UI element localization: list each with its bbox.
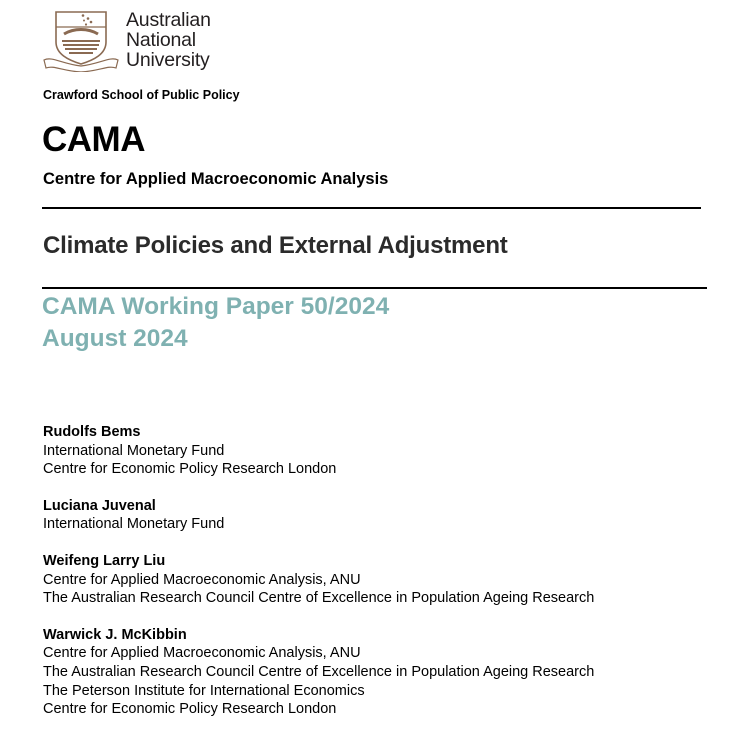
anu-wordmark (126, 10, 211, 70)
logo-line-3: University (126, 49, 210, 71)
centre-full-name: Centre for Applied Macroeconomic Analysis (43, 170, 389, 188)
author-entry (43, 423, 723, 479)
divider-top (42, 207, 701, 209)
author-affiliation: The Australian Research Council Centre of Excellence in Population Ageing Research (43, 663, 595, 680)
author-entry (43, 626, 723, 719)
author-affiliation: International Monetary Fund (43, 516, 225, 533)
author-entry (43, 552, 723, 608)
author-list (43, 423, 723, 719)
author-name: Luciana Juvenal (43, 497, 156, 514)
author-affiliation: The Australian Research Council Centre of Excellence in Population Ageing Research (43, 590, 595, 607)
divider-bottom (42, 287, 707, 289)
anu-crest-icon (42, 10, 120, 72)
author-affiliation: Centre for Economic Policy Research London (43, 701, 337, 718)
author-name: Rudolfs Bems (43, 424, 141, 440)
author-affiliation: International Monetary Fund (43, 442, 225, 459)
centre-acronym: CAMA (42, 120, 145, 159)
author-affiliation: The Peterson Institute for International Economics (43, 682, 365, 699)
paper-date: August 2024 (42, 325, 188, 352)
school-name: Crawford School of Public Policy (43, 88, 240, 102)
author-entry (43, 497, 723, 534)
logo-line-1: Australian (126, 9, 211, 31)
author-affiliation: Centre for Applied Macroeconomic Analysis, ANU (43, 645, 361, 662)
logo-line-2: National (126, 29, 196, 51)
author-affiliation: Centre for Applied Macroeconomic Analysis, ANU (43, 571, 361, 588)
anu-logo (42, 10, 222, 76)
author-name: Weifeng Larry Liu (43, 552, 166, 569)
working-paper-number: CAMA Working Paper 50/2024 (42, 293, 390, 320)
author-affiliation: Centre for Economic Policy Research London (43, 461, 337, 478)
paper-title: Climate Policies and External Adjustment (43, 232, 508, 259)
author-name: Warwick J. McKibbin (43, 626, 187, 643)
working-paper-block (42, 291, 389, 355)
